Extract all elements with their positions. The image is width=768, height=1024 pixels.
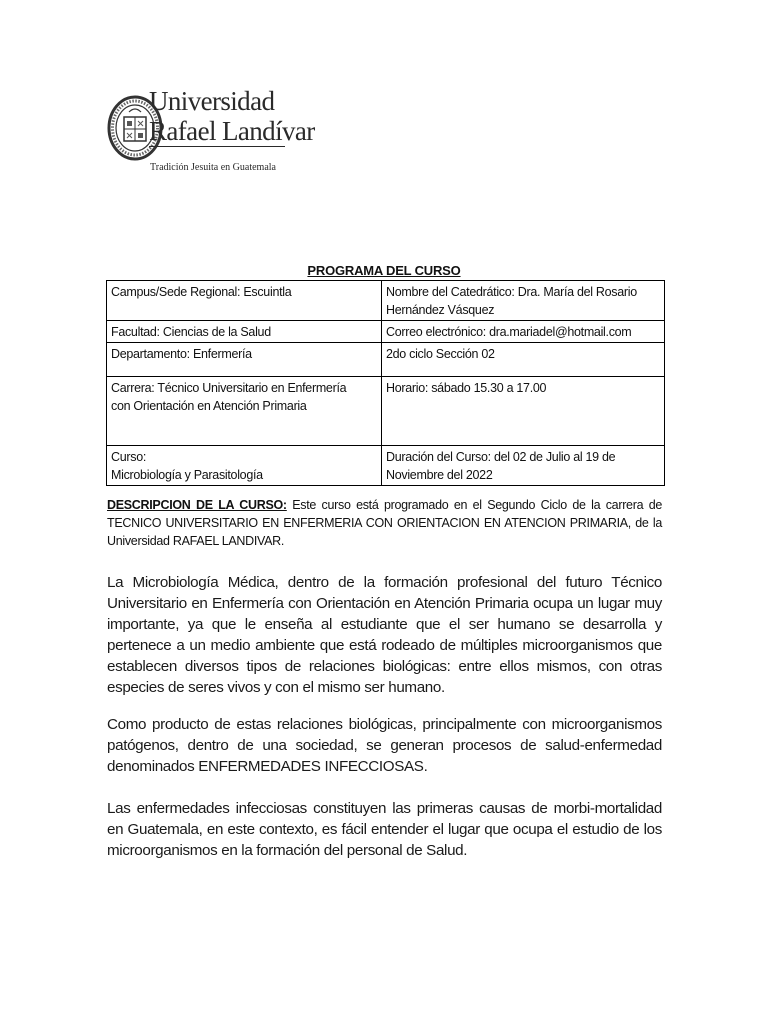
catedratico-text-1: Nombre del Catedrático: Dra. María del Rosario	[386, 285, 637, 299]
course-description	[107, 496, 662, 550]
carrera-text-2: con Orientación en Atención Primaria	[111, 399, 307, 413]
paragraph: La Microbiología Médica, dentro de la formación profesional del futuro Técnico Universitario en Enfermería con Orientación en Atención Primaria ocupa un lugar muy importante, ya que le enseña al estudiante que el ser humano se desarrolla y pertenece a un medio ambiente que está rodeado de múltiples microorganismos que establecen diversos tipos de relaciones biológicas: entre ellos mismos, con otras especies de seres vivos y con el mismo ser humano.	[107, 574, 662, 696]
curso-cell	[107, 446, 382, 486]
catedratico-text-2: Hernández Vásquez	[386, 303, 495, 317]
paragraph: Como producto de estas relaciones biológicas, principalmente con microorganismos patógenos, dentro de una sociedad, se generan procesos de salud-enfermedad denominados ENFERMEDADES INFECCIOSAS.	[107, 716, 662, 775]
horario-cell	[382, 377, 665, 446]
campus-cell	[107, 281, 382, 321]
logo-line-rafael-landivar: Rafael Landívar	[149, 116, 315, 146]
table-row	[107, 377, 665, 446]
description-label: DESCRIPCION DE LA CURSO:	[107, 498, 287, 512]
facultad-cell	[107, 321, 382, 343]
ciclo-text: 2do ciclo Sección 02	[386, 347, 495, 361]
curso-text-1: Curso:	[111, 450, 147, 464]
ciclo-cell	[382, 343, 665, 377]
program-title: PROGRAMA DEL CURSO	[307, 263, 461, 278]
table-row	[107, 343, 665, 377]
table-row	[107, 446, 665, 486]
university-logo	[105, 86, 315, 178]
course-info-table	[106, 280, 665, 486]
campus-text: Campus/Sede Regional: Escuintla	[111, 285, 292, 299]
duracion-text-2: Noviembre del 2022	[386, 468, 493, 482]
departamento-text: Departamento: Enfermería	[111, 347, 252, 361]
curso-text-2: Microbiología y Parasitología	[111, 468, 263, 482]
logo-tagline: Tradición Jesuita en Guatemala	[150, 162, 276, 173]
table-row	[107, 281, 665, 321]
duracion-text-1: Duración del Curso: del 02 de Julio al 19 de	[386, 450, 616, 464]
facultad-text: Facultad: Ciencias de la Salud	[111, 325, 271, 339]
logo-line-universidad: Universidad	[149, 86, 275, 116]
catedratico-cell	[382, 281, 665, 321]
carrera-text-1: Carrera: Técnico Universitario en Enfermería	[111, 381, 347, 395]
correo-cell	[382, 321, 665, 343]
logo-divider	[149, 146, 285, 147]
logo-wordmark	[149, 86, 315, 146]
departamento-cell	[107, 343, 382, 377]
duracion-cell	[382, 446, 665, 486]
horario-text: Horario: sábado 15.30 a 17.00	[386, 381, 547, 395]
carrera-cell	[107, 377, 382, 446]
table-row	[107, 321, 665, 343]
correo-text: Correo electrónico: dra.mariadel@hotmail.com	[386, 325, 632, 339]
description-text: Este curso está programado en el Segundo Ciclo de la carrera de TECNICO UNIVERSITARIO EN ENFERMERIA CON ORIENTACION EN ATENCION PRIMARIA, de la Universidad RAFAEL LANDIVAR.	[107, 498, 662, 548]
paragraph: Las enfermedades infecciosas constituyen las primeras causas de morbi-mortalidad en Guatemala, en este contexto, es fácil entender el lugar que ocupa el estudio de los microorganismos en la formación del personal de Salud.	[107, 800, 662, 859]
